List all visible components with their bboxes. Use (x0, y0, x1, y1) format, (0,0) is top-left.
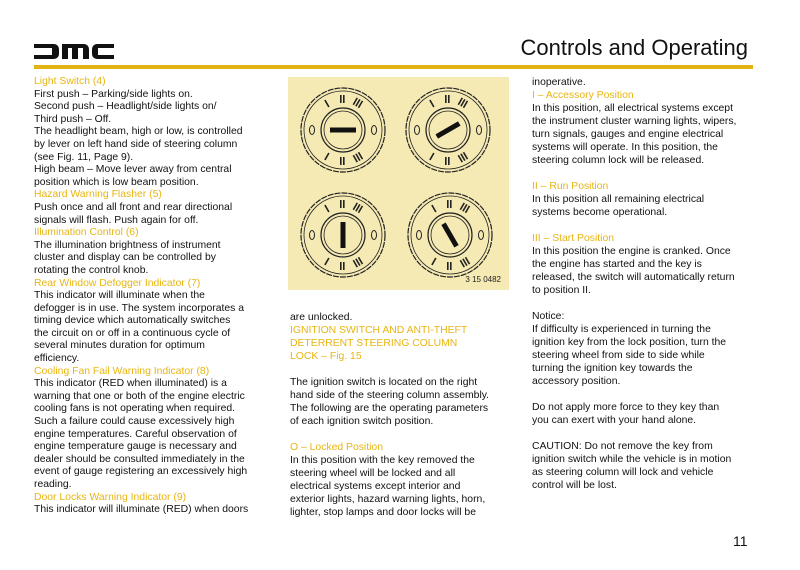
body-text-line: CAUTION: Do not remove the key from (532, 441, 713, 452)
body-text-line: engine temperatures. Careful observation of (34, 428, 237, 440)
body-text-line: are unlocked. (290, 312, 353, 323)
ignition-dial-1 (301, 88, 385, 172)
body-text-line: This indicator (RED when illuminated) is a (34, 378, 227, 390)
position-0-mark (310, 231, 315, 240)
body-text-line: systems become operational. (532, 207, 668, 218)
page-title: Controls and Operating (520, 35, 748, 60)
body-text-line: Notice: (532, 311, 565, 322)
position-numeral-mark (340, 200, 345, 208)
body-text-line: you can exert with your hand alone. (532, 415, 697, 426)
blank-line (532, 219, 736, 232)
position-numeral-mark (353, 202, 364, 213)
body-text-line: the engine has started and the key is (532, 259, 702, 270)
body-text-line: lighter, stop lamps and door locks will be (290, 507, 476, 518)
ignition-dials-illustration (288, 77, 509, 290)
position-0-mark (479, 231, 484, 240)
position-numeral-mark (447, 262, 452, 270)
body-text-line: the circuit on or off in a continuous cycle of (34, 327, 231, 339)
body-text-line: The headlight beam, high or low, is controlled (34, 126, 243, 138)
dmc-logo (34, 44, 114, 59)
position-numeral-mark (340, 95, 345, 103)
body-text-line: If difficulty is experienced in turning the (532, 324, 711, 335)
body-text-line: inoperative. (532, 77, 586, 88)
position-numeral-mark (353, 152, 364, 163)
ignition-dial-3 (301, 193, 385, 277)
position-0-mark (372, 231, 377, 240)
position-numeral-mark (324, 205, 329, 213)
blank-line (532, 167, 736, 180)
body-text-line: The following are the operating parameters (290, 403, 489, 414)
body-text-line: (see Fig. 11, Page 9). (34, 151, 134, 163)
position-numeral-mark (340, 262, 345, 270)
body-text-line: efficiency. (34, 353, 80, 365)
figure-label: 3 15 0482 (465, 275, 501, 284)
blank-line (290, 428, 489, 441)
body-text-line: In this position, all electrical systems except (532, 103, 733, 114)
body-text-line: reading. (34, 479, 72, 490)
section-heading: IGNITION SWITCH AND ANTI-THEFT (290, 325, 468, 336)
section-heading: Door Locks Warning Indicator (9) (34, 491, 187, 503)
body-text-line: electrical systems except interior and (290, 481, 461, 492)
blank-line (532, 297, 736, 310)
position-numeral-mark (429, 100, 434, 108)
position-numeral-mark (431, 205, 436, 213)
section-heading: Rear Window Defogger Indicator (7) (34, 277, 201, 289)
position-0-mark (415, 126, 420, 135)
body-text-line: exterior lights, hazard warning lights, horn, (290, 494, 486, 505)
body-text-line: defogger is in use. The system incorporates a (34, 302, 245, 314)
blank-line (290, 363, 489, 376)
body-text-line: Third push – Off. (34, 113, 112, 125)
position-0-mark (372, 126, 377, 135)
body-text-line: as steering column will lock and vehicle (532, 467, 714, 478)
body-text-line: First push – Parking/side lights on. (34, 88, 193, 100)
body-text-line: released, the switch will automatically return (532, 272, 735, 283)
body-text-line: cluster and display can be controlled by (34, 252, 216, 264)
key-slot (341, 222, 346, 248)
section-heading: I – Accessory Position (532, 90, 634, 101)
body-text-line: cooling fans is not operating when required. (34, 403, 236, 415)
body-text-line: by lever on left hand side of steering column (34, 138, 238, 150)
body-text-line: turn signals, gauges and engine electrical (532, 129, 724, 140)
position-numeral-mark (340, 157, 345, 165)
body-text-line: control will be lost. (532, 480, 617, 491)
body-text-line: Such a failure could cause excessively high (34, 416, 235, 428)
position-numeral-mark (447, 200, 452, 208)
position-numeral-mark (324, 100, 329, 108)
body-text-line: This indicator will illuminate (RED) when doors (34, 504, 249, 516)
key-slot (441, 222, 458, 247)
position-0-mark (417, 231, 422, 240)
body-text-line: In this position the engine is cranked. Once (532, 246, 731, 257)
body-text-line: of each ignition switch position. (290, 416, 434, 427)
body-text-line: timing device which automatically switches (34, 315, 231, 327)
right-column (532, 76, 736, 492)
section-heading: II – Run Position (532, 181, 609, 192)
position-0-mark (477, 126, 482, 135)
ignition-dial-2 (406, 88, 490, 172)
body-text-line: steering wheel will be locked and all (290, 468, 456, 479)
body-text-line: The illumination brightness of instrument (34, 239, 221, 251)
position-numeral-mark (445, 95, 450, 103)
body-text-line: ignition switch while the vehicle is in motion (532, 454, 732, 465)
body-text-line: engine temperature gauge is necessary and (34, 441, 237, 453)
section-heading: Light Switch (4) (34, 76, 106, 87)
position-numeral-mark (353, 257, 364, 268)
section-heading: Hazard Warning Flasher (5) (34, 189, 162, 201)
blank-line (532, 388, 736, 401)
body-text-line: the instrument cluster warning lights, wipers, (532, 116, 737, 127)
body-text-line: Second push – Headlight/side lights on/ (34, 101, 217, 113)
body-text-line: systems will operate. In this position, the (532, 142, 718, 153)
ignition-dial-4 (408, 193, 492, 277)
body-text-line: High beam – Move lever away from central (34, 164, 232, 176)
key-slot (330, 128, 356, 133)
body-text-line: Do not apply more force to they key than (532, 402, 720, 413)
section-heading: O – Locked Position (290, 442, 383, 453)
section-heading: LOCK – Fig. 15 (290, 351, 362, 362)
position-0-mark (310, 126, 315, 135)
body-text-line: accessory position. (532, 376, 621, 387)
header-rule (34, 65, 753, 69)
position-numeral-mark (445, 157, 450, 165)
body-text-line: Push once and all front and rear directional (34, 201, 233, 213)
middle-column (290, 311, 489, 519)
ignition-switch-figure (288, 77, 509, 290)
section-heading: Illumination Control (6) (34, 227, 139, 239)
body-text-line: steering column lock will be released. (532, 155, 705, 166)
body-text-line: hand side of the steering column assembly. (290, 390, 490, 401)
body-text-line: rotating the control knob. (34, 264, 149, 276)
position-numeral-mark (458, 152, 469, 163)
body-text-line: several minutes duration for optimum (34, 340, 205, 352)
body-text-line: In this position with the key removed the (290, 455, 475, 466)
body-text-line: The ignition switch is located on the right (290, 377, 478, 388)
position-numeral-mark (460, 257, 471, 268)
body-text-line: to position II. (532, 285, 591, 296)
body-text-line: position which is low beam position. (34, 176, 199, 188)
key-slot (435, 121, 460, 138)
body-text-line: warning that one or both of the engine electric (34, 390, 245, 402)
body-text-line: steering wheel from side to side while (532, 350, 705, 361)
section-heading: DETERRENT STEERING COLUMN (290, 338, 458, 349)
body-text-line: In this position all remaining electrical (532, 194, 705, 205)
body-text-line: event of gauge registering an excessively high (34, 466, 248, 478)
position-numeral-mark (429, 153, 434, 161)
body-text-line: This indicator will illuminate when the (34, 290, 205, 302)
body-text-line: ignition key from the lock position, turn the (532, 337, 727, 348)
section-heading: Cooling Fan Fail Warning Indicator (8) (34, 365, 210, 377)
position-numeral-mark (324, 258, 329, 266)
position-numeral-mark (460, 202, 471, 213)
position-numeral-mark (353, 97, 364, 108)
left-column (34, 76, 248, 517)
section-heading: III – Start Position (532, 233, 615, 244)
position-numeral-mark (431, 258, 436, 266)
page-number: 11 (733, 533, 748, 549)
position-numeral-mark (458, 97, 469, 108)
position-numeral-mark (324, 153, 329, 161)
blank-line (532, 427, 736, 440)
body-text-line: turning the ignition key towards the (532, 363, 693, 374)
body-text-line: dealer should be consulted immediately in the (34, 453, 245, 465)
body-text-line: signals will flash. Push again for off. (34, 214, 199, 226)
